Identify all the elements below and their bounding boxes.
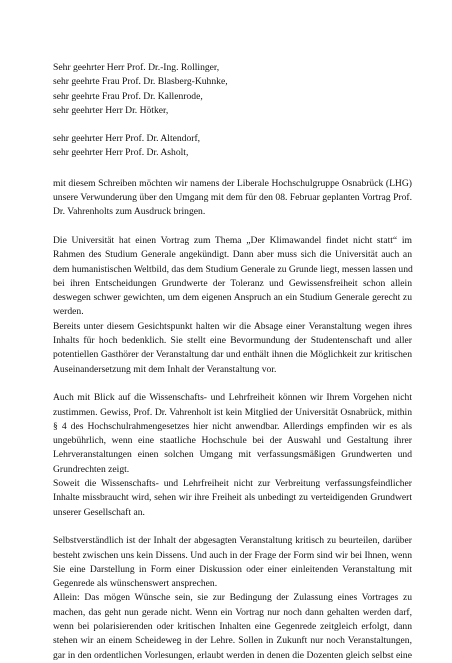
- paragraph-line: wenn bei polarisierenden oder kritischen Inhalten eine Gegenrede zeitgleich erfolgt, dann: [53, 620, 412, 632]
- paragraph: [53, 320, 412, 377]
- paragraph-line: mit diesem Schreiben möchten wir namens der Liberale Hochschulgruppe Osnabrück (LHG): [53, 177, 412, 189]
- paragraph-line: Allein: Das mögen Wünsche sein, sie zur Bedingung der Zulassung eines Vortrages zu: [53, 592, 412, 604]
- paragraph-line: Soweit die Wissenschafts- und Lehrfreiheit nicht zur Verbreitung verfassungsfeindlicher: [53, 478, 412, 490]
- letter-body: [53, 177, 412, 663]
- salutation-line: sehr geehrter Herr Dr. Hötker,: [53, 104, 169, 116]
- paragraph-line: machen, das geht nun gerade nicht. Wenn ein Vortrag nur noch dann gehalten werden darf,: [53, 606, 412, 618]
- paragraph-line: Sie eine Darstellung in Form einer Diskussion oder einer einleitenden Veranstaltung mit: [53, 563, 412, 575]
- paragraph-line: ungebührlich, wenn eine staatliche Hochschule bei der Auswahl und Gestaltung ihrer: [53, 435, 412, 447]
- paragraph-line: Rahmen des Studium Generale angekündigt. Dann aber muss sich die Universität auch an: [53, 249, 412, 261]
- paragraph-line: Bereits unter diesem Gesichtspunkt halten wir die Absage einer Veranstaltung wegen ihres: [53, 320, 412, 332]
- salutation-block-1: [53, 61, 412, 118]
- paragraph-line: Inhalte missbraucht wird, sehen wir ihre Freiheit als unbedingt zu verteidigenden Grundwert: [53, 492, 412, 504]
- paragraph-line: besteht zwischen uns kein Dissens. Und auch in der Frage der Form sind wir bei Ihnen, wenn: [53, 549, 412, 561]
- paragraph-line: unserer Gesellschaft an.: [53, 506, 145, 518]
- paragraph: [53, 234, 412, 320]
- paragraph-line: stehen wir an einem Scheideweg in der Lehre. Sollen in Zukunft nur noch Veranstaltungen,: [53, 635, 412, 647]
- paragraph-line: Inhalts für hoch bedenklich. Sie stellt eine Bevormundung der Studentenschaft und aller: [53, 335, 412, 347]
- paragraph: [53, 591, 412, 662]
- paragraph-line: Gegenrede als wünschenswert ansprechen.: [53, 578, 218, 590]
- paragraph: [53, 477, 412, 520]
- salutation-block-2: [53, 132, 412, 161]
- paragraph-line: werden.: [53, 306, 84, 318]
- paragraph-line: gar in den ordentlichen Vorlesungen, erlaubt werden in denen die Dozenten gleich selbst eine: [53, 649, 412, 661]
- paragraph-line: Auseinandersetzung mit dem Inhalt der Veranstaltung vor.: [53, 363, 277, 375]
- salutation-line: sehr geehrte Frau Prof. Dr. Blasberg-Kuhnke,: [53, 76, 228, 88]
- paragraph-line: Die Universität hat einen Vortrag zum Thema „Der Klimawandel findet nicht statt“ im: [53, 234, 412, 246]
- paragraph-line: potentiellen Gasthörer der Veranstaltung dar und enthält ihnen die Möglichkeit zur kritischen: [53, 349, 412, 361]
- salutation-line: Sehr geehrter Herr Prof. Dr.-Ing. Rollinger,: [53, 62, 220, 73]
- salutation-line: sehr geehrte Frau Prof. Dr. Kallenrode,: [53, 90, 203, 102]
- paragraph: [53, 177, 412, 220]
- paragraph-line: Auch mit Blick auf die Wissenschafts- und Lehrfreiheit können wir Ihrem Vorgehen nicht: [53, 392, 412, 404]
- salutation-line: sehr geehrter Herr Prof. Dr. Asholt,: [53, 147, 189, 159]
- paragraph: [53, 534, 412, 591]
- paragraph-line: § 4 des Hochschulrahmengesetzes hier nicht anwendbar. Allerdings empfinden wir es als: [53, 420, 412, 432]
- paragraph-line: dem humanistischen Weltbild, das dem Studium Generale zu Grunde liegt, messen lassen und: [53, 263, 413, 275]
- paragraph-line: Selbstverständlich ist der Inhalt der abgesagten Veranstaltung kritisch zu beurteilen, darüber: [53, 535, 412, 547]
- salutation-line: sehr geehrter Herr Prof. Dr. Altendorf,: [53, 133, 201, 145]
- paragraph-line: deswegen schwer gewichten, um dem eigenen Anspruch an ein Studium Generale gerecht zu: [53, 292, 412, 304]
- paragraph: [53, 391, 412, 477]
- paragraph-line: unsere Verwunderung über den Umgang mit dem für den 08. Februar geplanten Vortrag Prof.: [53, 192, 412, 204]
- paragraph-line: Grundrechten zeigt.: [53, 463, 130, 475]
- paragraph-line: bei ihren Entscheidungen Grundwerte der Toleranz und Gewissensfreiheit schon allein: [53, 277, 412, 289]
- paragraph-line: zustimmen. Gewiss, Prof. Dr. Vahrenholt ist kein Mitglied der Universität Osnabrück, mithin: [53, 406, 412, 418]
- paragraph-line: Lehrveranstaltungen einen solchen Umgang mit verfassungsmäßigen Grundwerten und: [53, 449, 412, 461]
- paragraph-line: Dr. Vahrenholts zum Ausdruck bringen.: [53, 206, 206, 218]
